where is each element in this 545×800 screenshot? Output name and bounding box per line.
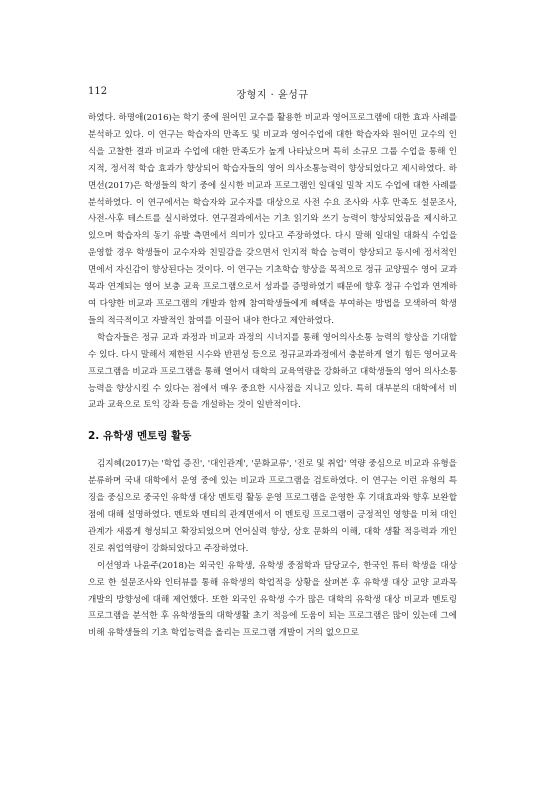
page-header [88,86,457,100]
paragraph: 이선영과 나윤주(2018)는 외국인 유학생, 유학생 중점학과 담당교수, 한국인 튜터 학생을 대상으로 한 설문조사와 인터뷰를 통해 유학생의 학업적응 상황을 살펴본 후 유학생 대상 교양 교과목 개발의 방향성에 대해 제언했다. 또한 외국인 유학생 수가 많은 대학의 유학생 대상 비교과 멘토링 프로그램을 분석한 후 유학생들의 대학생활 초기 적응에 도움이 되는 프로그램은 많이 있는데 그에 비해 유학생들의 기초 학업능력을 올리는 프로그램 개발이 거의 없으므로 [88,560,457,639]
section-heading: 2. 유학생 멘토링 활동 [88,430,192,443]
running-title: 장형지 · 윤성규 [236,90,309,101]
body-text [88,110,457,642]
page-number: 112 [88,86,108,97]
paragraph: 하였다. 하명애(2016)는 학기 중에 원어민 교수를 활용한 비교과 영어프로그램에 대한 효과 사례를 분석하고 있다. 이 연구는 학습자의 만족도 및 비교과 영어수업에 대한 학습자와 원어민 교수의 인식을 고찰한 결과 비교과 수업에 대한 만족도가 높게 나타났으며 특히 소규모 그룹 수업을 통해 인지적, 정서적 학습 효과가 향상되어 학습자들의 영어 의사소통능력이 향상되었다고 제시하였다. 하면선(2017)은 학생들의 학기 중에 실시한 비교과 프로그램인 일대일 밀착 지도 수업에 대한 사례를 분석하였다. 이 연구에서는 학습자와 교수자를 대상으로 사전 수요 조사와 사후 만족도 설문조사, 사전-사후 테스트를 실시하였다. 연구결과에서는 기초 읽기와 쓰기 능력이 향상되었음을 제시하고 있으며 학습자의 동기 유발 측면에서 의미가 있다고 주장하였다. 다시 말해 일대일 대화식 수업을 운영할 경우 학생들이 교수자와 친밀감을 갖으면서 인지적 학습 능력이 향상되고 동시에 정서적인 면에서 자신감이 향상된다는 것이다. 이 연구는 기초학습 향상을 목적으로 정규 교양필수 영어 교과목과 연계되는 영어 보충 교육 프로그램으로서 성과를 증명하였기 때문에 향후 정규 수업과 연계하여 다양한 비교과 프로그램의 개발과 함께 참여학생들에게 혜택을 부여하는 방법을 모색하여 학생들의 적극적이고 자발적인 참여를 이끌어 내야 한다고 제안하였다. [88,113,457,326]
paragraph: 학습자들은 정규 교과 과정과 비교과 과정의 시너지를 통해 영어의사소통 능력의 향상을 기대할 수 있다. 다시 말해서 제한된 시수와 반편성 등으로 정규교과과정에서 충분하게 열기 힘든 영어교육 프로그램을 비교과 프로그램을 통해 열어서 대학의 교육역량을 강화하고 대학생들의 영어 의사소통 능력을 향상시킬 수 있다는 점에서 매우 중요한 시사점을 지니고 있다. 특히 대부분의 대학에서 비교과 교육으로 토익 강좌 등을 개설하는 것이 일반적이다. [88,332,457,411]
paragraph: 김지혜(2017)는 '학업 증진', '대인관계', '문화교류', '진로 및 취업' 역량 중심으로 비교과 유형을 분류하며 국내 대학에서 운영 중에 있는 비교과 프로그램을 검토하였다. 이 연구는 이런 유형의 특징을 중심으로 중국인 유학생 대상 멘토링 활동 운영 프로그램을 운영한 후 기대효과와 향후 보완할 점에 대해 설명하였다. 멘토와 멘티의 관계면에서 이 멘토링 프로그램이 긍정적인 영향을 미쳐 대인관계가 새롭게 형성되고 확장되었으며 언어실력 향상, 상호 문화의 이해, 대학 생활 적응력과 개인 진로 취업역량이 강화되었다고 주장하였다. [88,459,457,554]
